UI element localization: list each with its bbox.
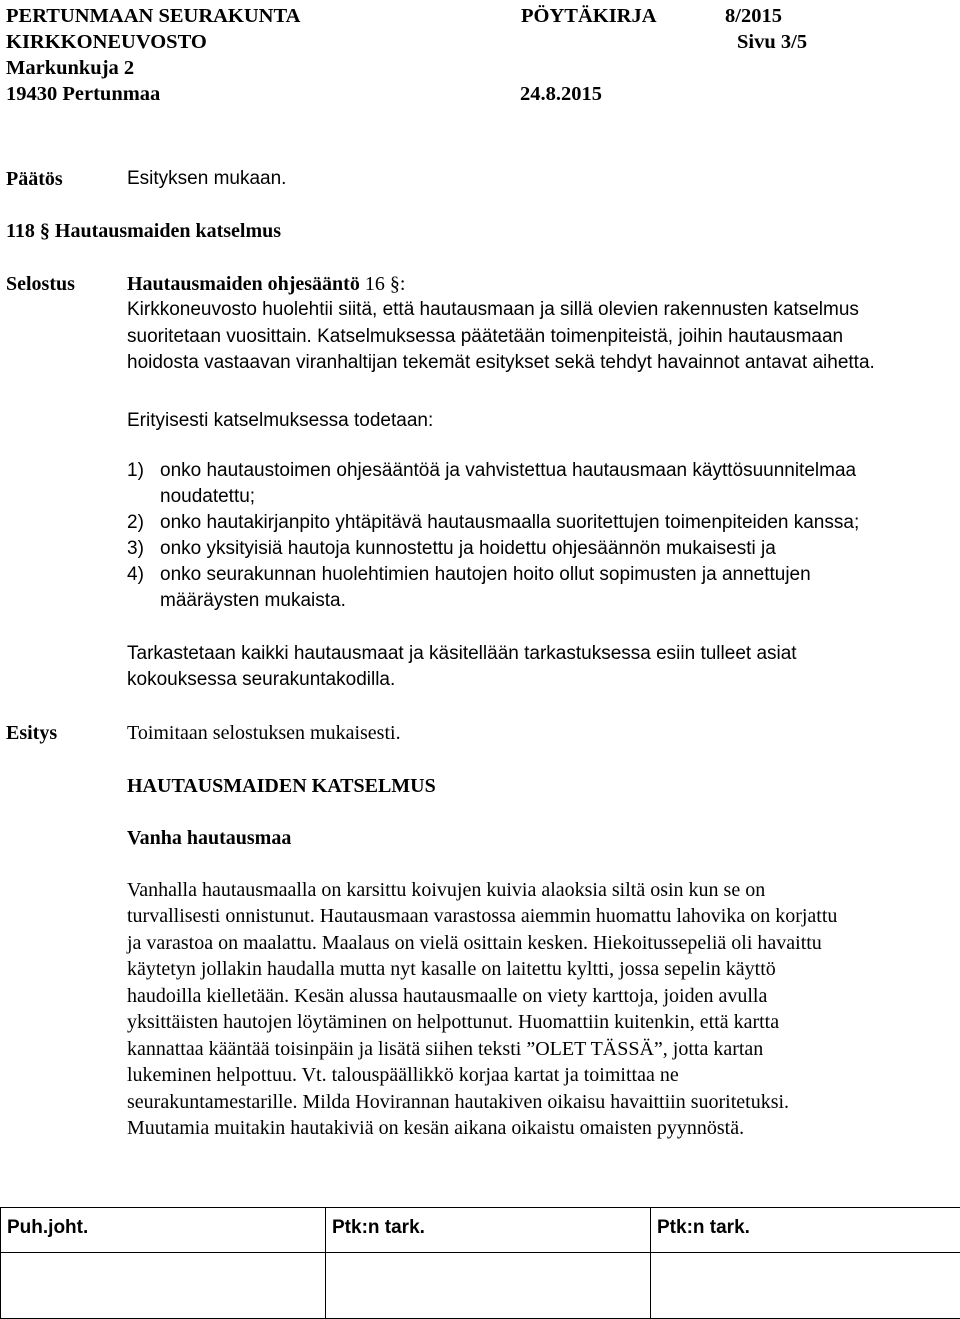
signature-label-checker-2: Ptk:n tark. [657, 1217, 750, 1238]
selostus-line: Kirkkoneuvosto huolehtii siitä, että hautausmaan ja sillä olevien rakennusten katselmus [127, 299, 859, 320]
doc-number: 8/2015 [725, 5, 782, 27]
rule-paragraph: 16 §: [359, 273, 406, 295]
selostus-label: Selostus [6, 273, 75, 295]
inspection-line: lukeminen helpottuu. Vt. talouspäällikkö korjaa kartat ja toimittaa ne [127, 1064, 679, 1086]
council-name: KIRKKONEUVOSTO [6, 31, 207, 53]
list-item-continuation: määräysten mukaista. [160, 590, 346, 611]
selostus-line: suoritetaan vuosittain. Katselmuksessa päätetään toimenpiteistä, joihin hautausmaan [127, 326, 844, 347]
list-item-continuation: noudatettu; [160, 486, 256, 507]
page-number: Sivu 3/5 [737, 31, 808, 53]
inspection-line: seurakuntamestarille. Milda Hovirannan hautakiven oikaisu havaittiin suoritetuksi. [127, 1091, 790, 1113]
list-item-text: onko hautaustoimen ohjesääntöä ja vahvistettua hautausmaan käyttösuunnitelmaa [160, 460, 857, 481]
signature-space [326, 1253, 651, 1319]
inspection-subheading: Vanha hautausmaa [127, 827, 292, 849]
decision-label: Päätös [6, 168, 63, 190]
inspection-line: Muutamia muitakin hautakiviä on kesän aikana oikaistu omaisten pyynnöstä. [127, 1117, 745, 1139]
closing-line: Tarkastetaan kaikki hautausmaat ja käsitellään tarkastuksessa esiin tulleet asiat [127, 643, 797, 664]
meeting-date: 24.8.2015 [520, 83, 602, 105]
section-title: 118 § Hautausmaiden katselmus [6, 220, 282, 242]
decision-text: Esityksen mukaan. [127, 168, 287, 189]
esitys-label: Esitys [6, 722, 58, 744]
postal-address: 19430 Pertunmaa [6, 83, 161, 105]
signature-label-chair: Puh.joht. [7, 1217, 89, 1238]
list-item-text: onko hautakirjanpito yhtäpitävä hautausmaalla suoritettujen toimenpiteiden kanssa; [160, 512, 860, 533]
selostus-line: hoidosta vastaavan viranhaltijan tekemät esitykset sekä tehdyt havainnot antavat aihetta. [127, 352, 875, 373]
closing-line: kokouksessa seurakuntakodilla. [127, 669, 396, 690]
signature-cell-checker-1 [326, 1208, 651, 1253]
doc-type: PÖYTÄKIRJA [521, 5, 657, 27]
rule-title: Hautausmaiden ohjesääntö [127, 273, 360, 295]
signature-space [651, 1253, 960, 1319]
inspection-line: yksittäisten hautojen löytäminen on helpottunut. Huomattiin kuitenkin, että kartta [127, 1011, 780, 1033]
signature-space [1, 1253, 326, 1319]
list-item-text: onko yksityisiä hautoja kunnostettu ja hoidettu ohjesäännön mukaisesti ja [160, 538, 776, 559]
list-intro: Erityisesti katselmuksessa todetaan: [127, 410, 434, 431]
list-item-number: 3) [127, 538, 144, 559]
org-name: PERTUNMAAN SEURAKUNTA [6, 5, 301, 27]
rule-reference [127, 271, 405, 298]
street-address: Markunkuja 2 [6, 57, 135, 79]
signature-table [0, 1207, 960, 1319]
signature-label-checker-1: Ptk:n tark. [332, 1217, 425, 1238]
esitys-text: Toimitaan selostuksen mukaisesti. [127, 722, 401, 744]
inspection-line: haudoilla kielletään. Kesän alussa hautausmaalle on viety karttoja, joiden avulla [127, 985, 768, 1007]
list-item-number: 2) [127, 512, 144, 533]
inspection-line: kannattaa kääntää toisinpäin ja lisätä siihen teksti ”OLET TÄSSÄ”, jotta kartan [127, 1038, 764, 1060]
inspection-heading: HAUTAUSMAIDEN KATSELMUS [127, 775, 436, 797]
signature-cell-checker-2 [651, 1208, 960, 1253]
list-item-number: 4) [127, 564, 144, 585]
list-item-text: onko seurakunnan huolehtimien hautojen hoito ollut sopimusten ja annettujen [160, 564, 811, 585]
inspection-line: Vanhalla hautausmaalla on karsittu koivujen kuivia alaoksia siltä osin kun se on [127, 879, 766, 901]
inspection-line: turvallisesti onnistunut. Hautausmaan varastossa aiemmin huomattu lahovika on korjattu [127, 905, 838, 927]
inspection-line: ja varastoa on maalattu. Maalaus on vielä osittain kesken. Hiekoitussepeliä oli havaittu [127, 932, 822, 954]
list-item-number: 1) [127, 460, 144, 481]
signature-cell-chair [1, 1208, 326, 1253]
inspection-line: käytetyn jollakin haudalla mutta nyt kasalle on laitettu kyltti, jossa sepelin käyttö [127, 958, 776, 980]
